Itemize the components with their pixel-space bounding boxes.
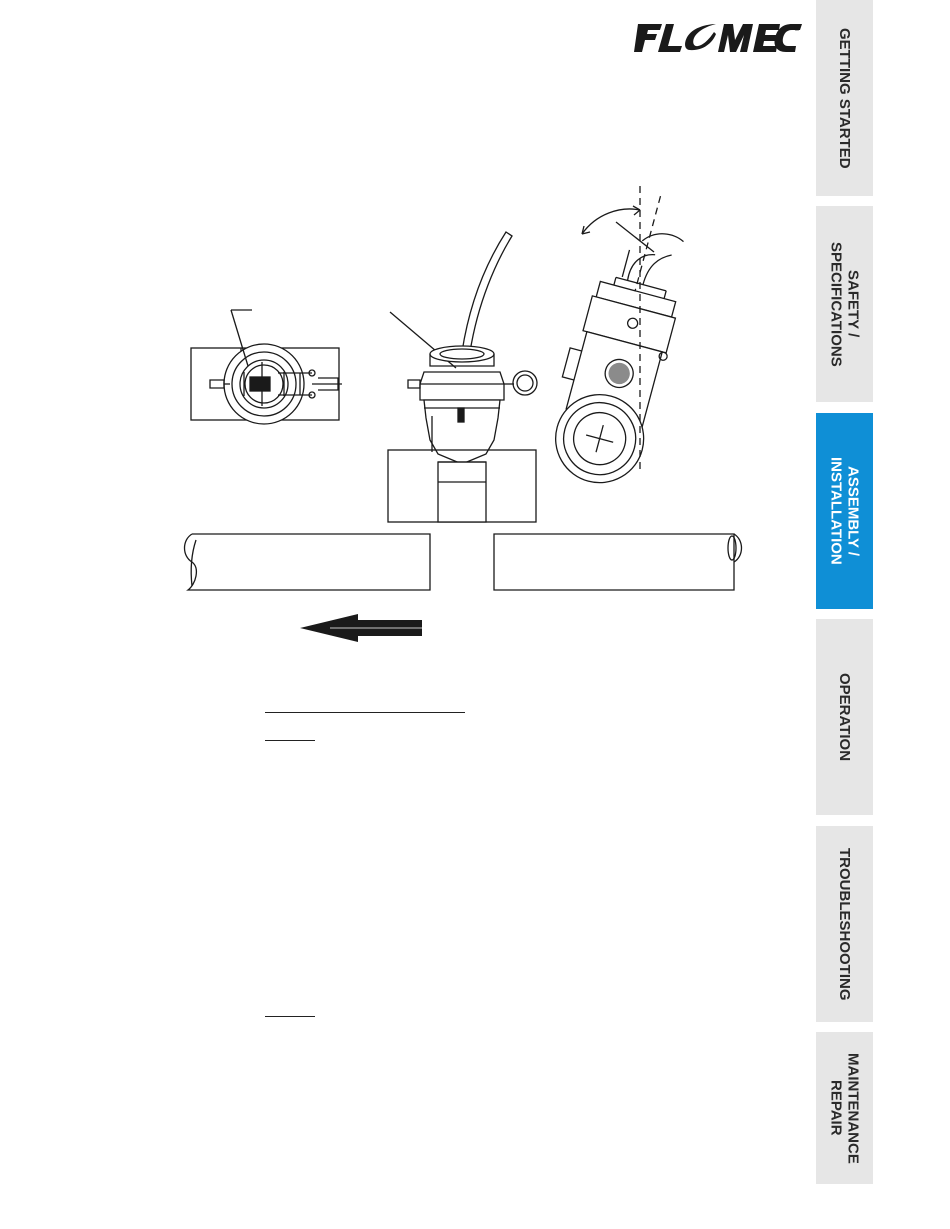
tab-label: MAINTENANCE REPAIR	[827, 1052, 862, 1164]
angle-arc	[582, 209, 640, 234]
tab-label: OPERATION	[836, 672, 853, 762]
tab-maintenance-repair[interactable]	[816, 1032, 873, 1184]
tab-assembly-installation[interactable]	[816, 413, 873, 609]
subheading-underline	[265, 740, 315, 741]
heading-underline	[265, 712, 465, 713]
meter-angled-view-icon	[538, 184, 707, 493]
pipe-section-icon	[185, 534, 742, 590]
installation-figure	[0, 0, 800, 700]
fitting-top-view-icon	[191, 310, 342, 424]
section-sidebar	[816, 0, 873, 1229]
registered-mark: ®	[794, 24, 800, 33]
flow-direction-arrow-icon	[300, 614, 422, 642]
tab-label: GETTING STARTED	[836, 27, 853, 169]
tab-label: ASSEMBLY / INSTALLATION	[827, 457, 862, 565]
tab-troubleshooting[interactable]	[816, 826, 873, 1022]
tab-safety-specifications[interactable]	[816, 206, 873, 402]
meter-side-view-icon	[388, 232, 537, 522]
tab-getting-started[interactable]	[816, 0, 873, 196]
tab-operation[interactable]	[816, 619, 873, 815]
tab-label: TROUBLESHOOTING	[836, 847, 853, 1001]
subheading-underline	[265, 1016, 315, 1017]
tab-label: SAFETY / SPECIFICATIONS	[827, 241, 862, 367]
